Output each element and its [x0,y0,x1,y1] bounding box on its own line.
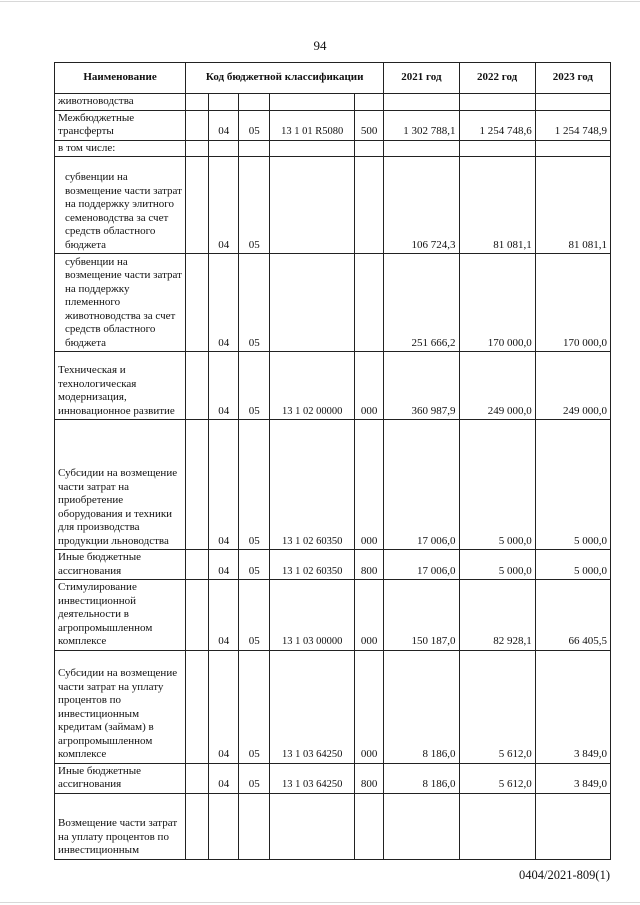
row-value-2023: 1 254 748,9 [535,110,610,140]
header-name: Наименование [55,63,186,94]
row-value-2023 [535,793,610,859]
row-name: животноводства [55,94,186,111]
row-value-2023: 5 000,0 [535,550,610,580]
row-empty [186,94,209,111]
row-type-code [354,793,384,859]
row-value-2022: 81 081,1 [459,157,535,254]
row-article-code: 13 1 03 64250 [270,650,354,763]
row-name: субвенции на возмещение части затрат на поддержку племенного животноводства за счет средств областного бюджета [55,254,186,352]
table-body [55,94,611,860]
row-type-code: 000 [354,650,384,763]
row-type-code: 500 [354,110,384,140]
row-section-code [238,793,270,859]
page-number: 94 [313,38,327,53]
row-name: субвенции на возмещение части затрат на поддержку элитного семеноводства за счет средств областного бюджета [55,157,186,254]
row-section-code: 05 [238,580,270,651]
table-row [55,793,611,859]
row-article-code [270,254,354,352]
row-type-code: 800 [354,550,384,580]
table-row [55,763,611,793]
row-ministry-code: 04 [209,352,238,420]
table-header-row [55,63,611,94]
row-ministry-code: 04 [209,763,238,793]
row-value-2021 [384,793,459,859]
row-article-code [270,94,354,111]
row-section-code: 05 [238,254,270,352]
row-article-code [270,793,354,859]
row-value-2022 [459,140,535,157]
table-row [55,140,611,157]
row-section-code: 05 [238,157,270,254]
row-name: Иные бюджетные ассигнования [55,763,186,793]
row-empty [186,550,209,580]
row-empty [186,254,209,352]
row-section-code: 05 [238,110,270,140]
row-article-code [270,140,354,157]
row-type-code: 800 [354,763,384,793]
row-name: в том числе: [55,140,186,157]
row-empty [186,793,209,859]
row-article-code: 13 1 02 60350 [270,550,354,580]
row-name: Техническая и технологическая модернизация, инновационное развитие [55,352,186,420]
row-value-2023: 3 849,0 [535,763,610,793]
row-name: Стимулирование инвестиционной деятельности в агропромышленном комплексе [55,580,186,651]
row-empty [186,110,209,140]
header-budget-code: Код бюджетной классификации [186,63,384,94]
row-article-code: 13 1 03 64250 [270,763,354,793]
row-value-2021: 360 987,9 [384,352,459,420]
row-ministry-code [209,793,238,859]
row-section-code: 05 [238,650,270,763]
budget-table [54,62,611,860]
row-value-2022 [459,793,535,859]
table-row [55,254,611,352]
row-section-code: 05 [238,420,270,550]
row-section-code [238,94,270,111]
row-value-2021: 1 302 788,1 [384,110,459,140]
row-article-code: 13 1 03 00000 [270,580,354,651]
row-value-2021: 8 186,0 [384,650,459,763]
row-type-code [354,254,384,352]
row-name: Субсидии на возмещение части затрат на приобретение оборудования и техники для производства продукции льноводства [55,420,186,550]
row-section-code: 05 [238,352,270,420]
table-row [55,580,611,651]
header-2022: 2022 год [459,63,535,94]
row-ministry-code: 04 [209,420,238,550]
table-row [55,352,611,420]
table-row [55,550,611,580]
row-ministry-code: 04 [209,157,238,254]
row-name: Возмещение части затрат на уплату процентов по инвестиционным [55,793,186,859]
row-value-2023 [535,140,610,157]
row-type-code: 000 [354,352,384,420]
row-value-2022: 249 000,0 [459,352,535,420]
table-row [55,94,611,111]
row-empty [186,580,209,651]
row-value-2023 [535,94,610,111]
row-value-2021: 150 187,0 [384,580,459,651]
row-name: Иные бюджетные ассигнования [55,550,186,580]
scan-edge-top [0,1,640,2]
document-code: 0404/2021-809(1) [519,868,610,882]
row-value-2022: 5 612,0 [459,763,535,793]
row-ministry-code: 04 [209,254,238,352]
row-article-code: 13 1 02 00000 [270,352,354,420]
header-2023: 2023 год [535,63,610,94]
header-2021: 2021 год [384,63,459,94]
row-type-code: 000 [354,420,384,550]
row-value-2023: 249 000,0 [535,352,610,420]
row-value-2022: 82 928,1 [459,580,535,651]
table-row [55,157,611,254]
row-value-2023: 5 000,0 [535,420,610,550]
row-value-2022: 1 254 748,6 [459,110,535,140]
row-value-2021 [384,94,459,111]
row-empty [186,420,209,550]
row-type-code [354,157,384,254]
row-value-2022: 5 612,0 [459,650,535,763]
row-value-2022: 5 000,0 [459,420,535,550]
row-ministry-code: 04 [209,110,238,140]
row-section-code: 05 [238,550,270,580]
row-ministry-code: 04 [209,550,238,580]
row-value-2023: 170 000,0 [535,254,610,352]
row-article-code [270,157,354,254]
row-value-2021: 8 186,0 [384,763,459,793]
row-empty [186,352,209,420]
row-ministry-code: 04 [209,580,238,651]
row-value-2021: 106 724,3 [384,157,459,254]
row-value-2021 [384,140,459,157]
row-article-code: 13 1 02 60350 [270,420,354,550]
row-ministry-code [209,140,238,157]
row-name: Межбюджетные трансферты [55,110,186,140]
row-value-2022 [459,94,535,111]
row-value-2022: 5 000,0 [459,550,535,580]
row-section-code [238,140,270,157]
row-empty [186,650,209,763]
row-empty [186,157,209,254]
row-value-2021: 17 006,0 [384,550,459,580]
table-row [55,420,611,550]
table-row [55,110,611,140]
row-ministry-code [209,94,238,111]
row-empty [186,140,209,157]
row-value-2021: 17 006,0 [384,420,459,550]
row-type-code [354,94,384,111]
row-value-2021: 251 666,2 [384,254,459,352]
row-value-2023: 3 849,0 [535,650,610,763]
scan-edge-bottom [0,902,640,903]
row-name: Субсидии на возмещение части затрат на уплату процентов по инвестиционным кредитам (займам) в агропромышленном комплексе [55,650,186,763]
row-value-2023: 66 405,5 [535,580,610,651]
row-type-code: 000 [354,580,384,651]
row-section-code: 05 [238,763,270,793]
row-article-code: 13 1 01 R5080 [270,110,354,140]
table-row [55,650,611,763]
row-ministry-code: 04 [209,650,238,763]
row-value-2022: 170 000,0 [459,254,535,352]
row-type-code [354,140,384,157]
row-value-2023: 81 081,1 [535,157,610,254]
row-empty [186,763,209,793]
